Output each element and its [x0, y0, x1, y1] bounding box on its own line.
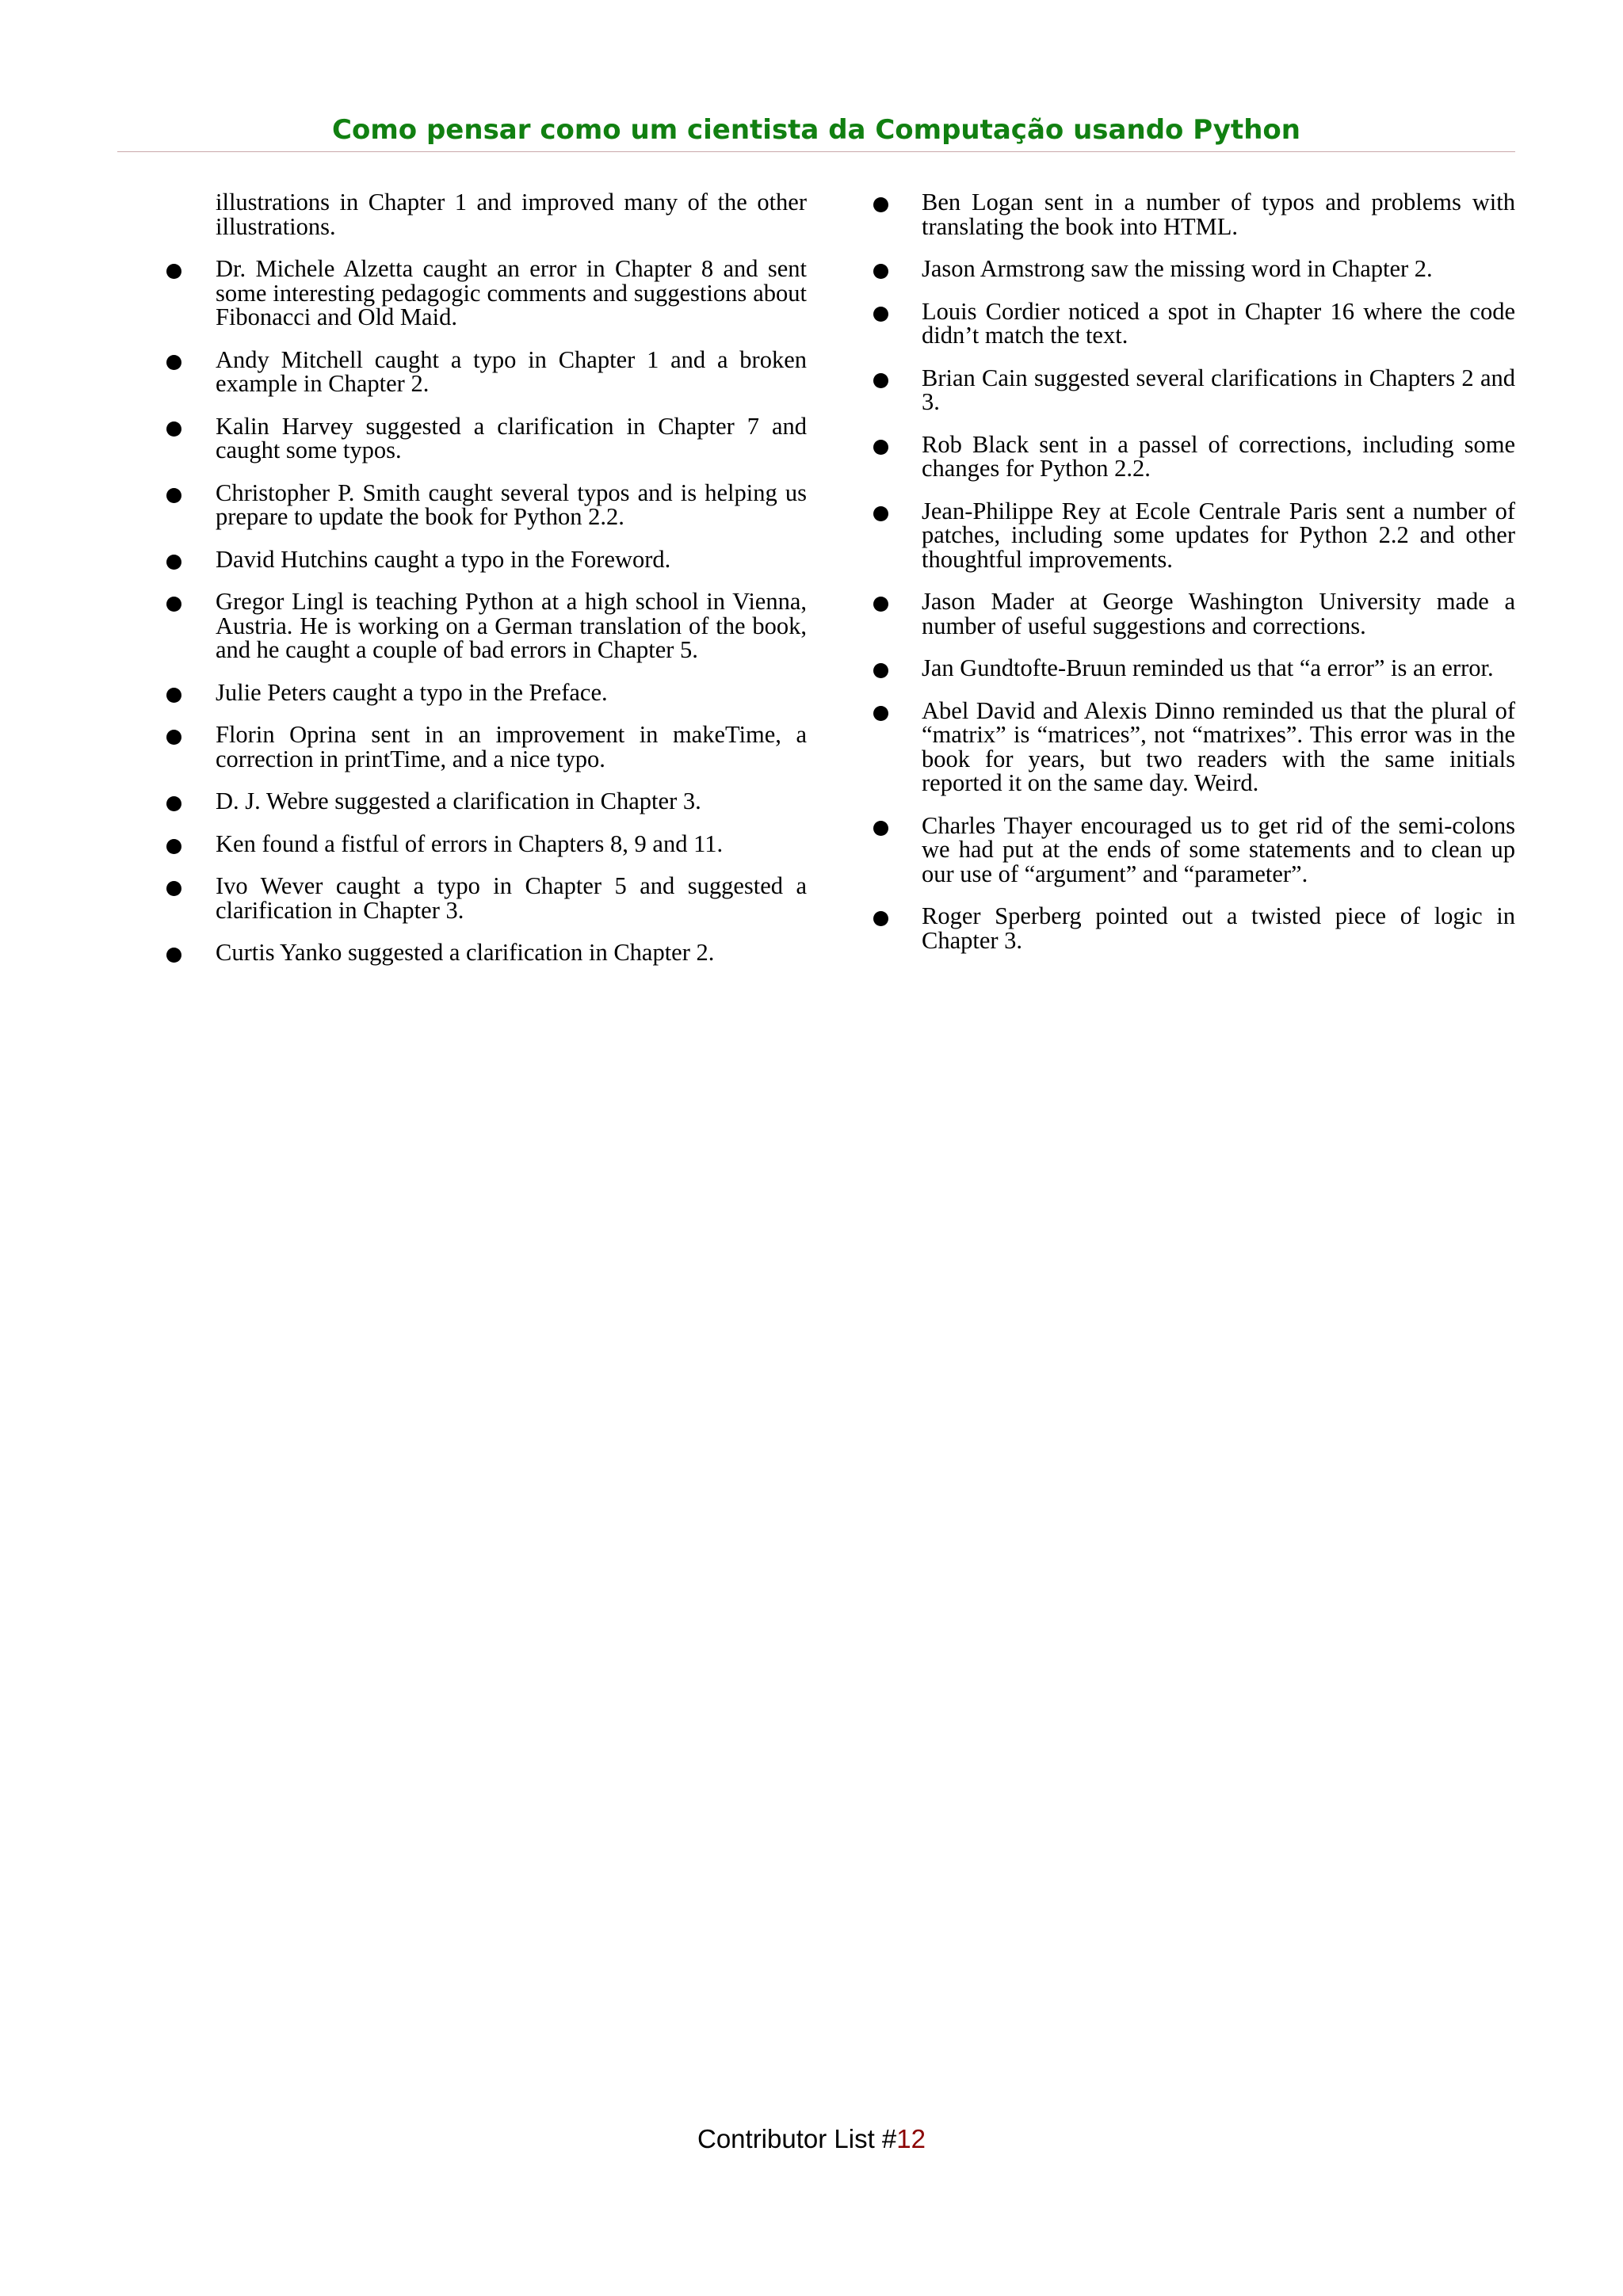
- list-item: [99, 789, 807, 814]
- list-item-text: Julie Peters caught a typo in the Preface.: [216, 678, 608, 706]
- bullet-icon: [873, 264, 888, 279]
- list-item: [808, 811, 1515, 887]
- list-item-text: D. J. Webre suggested a clarification in Chapter 3.: [216, 788, 701, 814]
- list-item-text: Kalin Harvey suggested a clarification in Chapter 7 and caught some typos.: [216, 412, 807, 463]
- list-item-text: Christopher P. Smith caught several typos and is helping us prepare to update the book for Python 2.2.: [216, 479, 807, 530]
- footer-label: Contributor List #: [697, 2124, 897, 2153]
- bullet-icon: [873, 307, 888, 322]
- list-item-text: Florin Oprina sent in an improvement in makeTime, a correction in printTime, and a nice typo.: [216, 721, 807, 772]
- list-item-text: illustrations in Chapter 1 and improved many of the other illustrations.: [216, 189, 807, 240]
- bullet-icon: [166, 881, 181, 896]
- header-divider: [117, 151, 1515, 152]
- list-item-text: Dr. Michele Alzetta caught an error in Chapter 8 and sent some interesting pedagogic comments and suggestions about Fibonacci and Old Maid.: [216, 255, 807, 330]
- list-item-text: David Hutchins caught a typo in the Foreword.: [216, 545, 671, 573]
- bullet-icon: [166, 796, 181, 811]
- list-item: [99, 874, 807, 922]
- list-item-text: Curtis Yanko suggested a clarification in Chapter 2.: [216, 939, 715, 966]
- list-item-text: Jason Mader at George Washington University made a number of useful suggestions and corrections.: [922, 588, 1515, 639]
- list-item: [808, 656, 1515, 681]
- right-column: [808, 190, 1515, 971]
- list-item-continuation: [99, 190, 807, 238]
- bullet-icon: [873, 706, 888, 721]
- list-item: [99, 257, 807, 330]
- list-item: [808, 904, 1515, 952]
- list-item-text: Ivo Wever caught a typo in Chapter 5 and suggested a clarification in Chapter 3.: [216, 872, 807, 924]
- list-item: [808, 589, 1515, 638]
- bullet-icon: [873, 373, 888, 388]
- list-item: [99, 832, 807, 856]
- list-item-text: Louis Cordier noticed a spot in Chapter 16 where the code didn’t match the text.: [922, 297, 1515, 349]
- bullet-icon: [166, 597, 181, 612]
- bullet-icon: [873, 911, 888, 926]
- bullet-icon: [166, 555, 181, 570]
- bullet-icon: [166, 730, 181, 745]
- page-footer: [0, 2123, 1623, 2155]
- bullet-icon: [873, 597, 888, 612]
- bullet-icon: [166, 488, 181, 503]
- list-item: [99, 414, 807, 463]
- bullet-icon: [166, 688, 181, 703]
- bullet-icon: [873, 506, 888, 521]
- list-item-text: Charles Thayer encouraged us to get rid of the semi-colons we had put at the ends of some statements and to clean up our use of “argument” and “parameter”.: [922, 811, 1515, 887]
- left-column: [99, 190, 807, 983]
- list-item: [808, 190, 1515, 238]
- list-item: [99, 589, 807, 662]
- list-item: [99, 547, 807, 572]
- list-item: [99, 723, 807, 771]
- list-item: [99, 678, 807, 706]
- page-number: 12: [896, 2124, 926, 2153]
- list-item: [808, 299, 1515, 348]
- page-header-title: Como pensar como um cientista da Computação usando Python: [332, 114, 1300, 146]
- list-item: [99, 481, 807, 529]
- bullet-icon: [166, 421, 181, 437]
- list-item-text: Rob Black sent in a passel of corrections, including some changes for Python 2.2.: [922, 430, 1515, 482]
- bullet-icon: [873, 440, 888, 455]
- list-item-text: Roger Sperberg pointed out a twisted piece of logic in Chapter 3.: [922, 902, 1515, 954]
- list-item-text: Andy Mitchell caught a typo in Chapter 1 and a broken example in Chapter 2.: [216, 345, 807, 397]
- list-item: [808, 499, 1515, 572]
- list-item: [808, 696, 1515, 796]
- list-item-text: Jean-Philippe Rey at Ecole Centrale Paris sent a number of patches, including some updates for Python 2.2 and other thoughtful improvements.: [922, 497, 1515, 573]
- list-item: [808, 366, 1515, 414]
- bullet-icon: [873, 197, 888, 212]
- bullet-icon: [873, 821, 888, 836]
- list-item-text: Brian Cain suggested several clarifications in Chapters 2 and 3.: [922, 364, 1515, 415]
- list-item: [808, 257, 1515, 281]
- list-item-text: Jason Armstrong saw the missing word in Chapter 2.: [922, 255, 1433, 282]
- bullet-icon: [166, 948, 181, 963]
- list-item-text: Ben Logan sent in a number of typos and problems with translating the book into HTML.: [922, 189, 1515, 240]
- bullet-icon: [166, 355, 181, 370]
- list-item-text: Gregor Lingl is teaching Python at a high school in Vienna, Austria. He is working on a German translation of the book, and he caught a couple of bad errors in Chapter 5.: [216, 588, 807, 663]
- bullet-icon: [873, 663, 888, 678]
- list-item-text: Ken found a fistful of errors in Chapters 8, 9 and 11.: [216, 830, 724, 857]
- list-item-text: Abel David and Alexis Dinno reminded us that the plural of “matrix” is “matrices”, not “matrixes”. This error was in the book for years, but two readers with the same initials reported it on the same day. Weird.: [922, 696, 1515, 796]
- list-item: [99, 345, 807, 397]
- list-item: [808, 430, 1515, 482]
- list-item: [99, 940, 807, 965]
- bullet-icon: [166, 839, 181, 854]
- list-item-text: Jan Gundtofte-Bruun reminded us that “a error” is an error.: [922, 654, 1494, 681]
- bullet-icon: [166, 264, 181, 279]
